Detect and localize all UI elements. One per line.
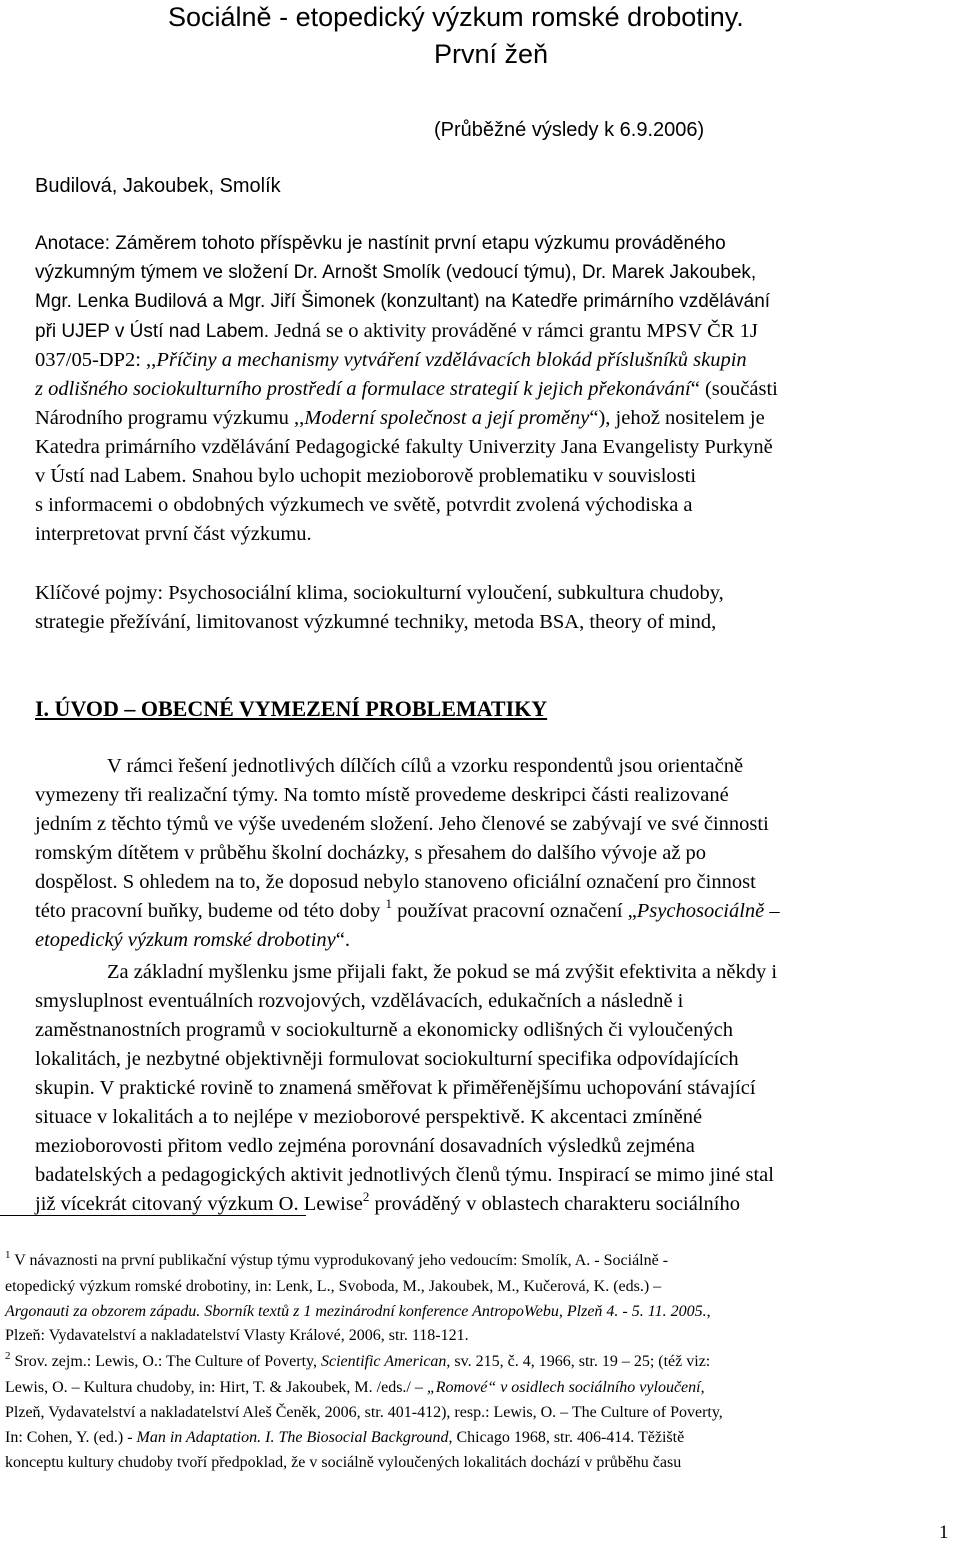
document-title-line1: Sociálně - etopedický výzkum romské drobotiny.	[168, 2, 744, 32]
footnote-line	[5, 1350, 711, 1370]
text-run: dospělost.	[35, 871, 118, 893]
text-line: Klíčové pojmy: Psychosociální klima, sociokulturní vyloučení, subkultura chudoby,	[35, 582, 724, 604]
page-number: 1	[939, 1522, 949, 1543]
footnote-line	[5, 1380, 705, 1396]
text-run: ,	[706, 1303, 711, 1320]
footnote-ref-2[interactable]: 2	[362, 1189, 370, 1204]
text-run: již vícekrát citovaný výzkum O. Lewise	[35, 1193, 363, 1215]
text-line: V rámci řešení jednotlivých dílčích cílů a vzorku respondentů jsou orientačně	[107, 755, 744, 777]
text-run: “ (součásti	[690, 378, 778, 400]
text-line: smysluplnost eventuálních rozvojových, vzdělávacích, edukačních a následně i	[35, 990, 684, 1012]
text-run: “), jehož nositelem je	[589, 407, 765, 429]
text-run: Inspirací se mimo jiné stal	[557, 1164, 774, 1186]
text-line	[35, 379, 778, 400]
footnote-ref-1[interactable]: 1	[385, 896, 393, 911]
text-run: Jedná se o aktivity prováděné v rámci grantu MPSV ČR 1J	[274, 320, 758, 342]
text-run: Lewis, O. – Kultura chudoby, in: Hirt, T. & Jakoubek, M. /eds./ –	[5, 1379, 423, 1396]
program-title-italic: Moderní společnost a její proměny	[304, 407, 590, 429]
text-line	[35, 814, 769, 835]
text-run-italic: Argonauti za obzorem západu. Sborník textů z 1 mezinárodní konference AntropoWebu, Plzeň 4. - 5. 11. 2005.	[5, 1303, 707, 1320]
text-run: V návaznosti na první publikační výstup týmu vyprodukovaný jeho vedoucím: Smolík, A. - Sociálně -	[14, 1252, 669, 1269]
text-run: skupin.	[35, 1077, 95, 1099]
text-line	[35, 408, 765, 429]
text-run: vymezeny tři realizační týmy.	[35, 784, 279, 806]
text-run: jedním z těchto týmů ve výše uvedeném složení.	[35, 813, 434, 835]
document-authors: Budilová, Jakoubek, Smolík	[35, 175, 281, 197]
text-line: zaměstnanostních programů v sociokulturně a ekonomicky odlišných či vyloučených	[35, 1019, 733, 1041]
document-title-line2: První žeň	[434, 39, 549, 69]
text-run: In: Cohen, Y. (ed.) -	[5, 1429, 133, 1446]
text-line	[35, 1078, 756, 1099]
grant-title-italic: Příčiny a mechanismy vytváření vzdělávacích blokád příslušníků skupin	[156, 349, 747, 371]
text-line	[35, 872, 756, 893]
text-line: s informacemi o obdobných výzkumech ve světě, potvrdit zvolená východiska a	[35, 494, 693, 516]
text-line	[35, 1189, 740, 1215]
text-line: lokalitách, je nezbytné objektivněji formulovat sociokulturní specifika odpovídajících	[35, 1048, 739, 1070]
footnote-line	[5, 1430, 684, 1446]
section-heading: I. ÚVOD – OBECNÉ VYMEZENÍ PROBLEMATIKY	[35, 696, 548, 721]
text-run: S ohledem na to, že doposud nebylo stanoveno oficiální označení pro činnost	[122, 871, 756, 893]
text-line: strategie přežívání, limitovanost výzkumné techniky, metoda BSA, theory of mind,	[35, 611, 717, 633]
footnote-line: konceptu kultury chudoby tvoří předpoklad, že v sociálně vyloučených lokalitách dochází v průběhu času	[5, 1454, 682, 1471]
text-run: badatelských a pedagogických aktivit jednotlivých členů týmu.	[35, 1164, 553, 1186]
text-line: Za základní myšlenku jsme přijali fakt, že pokud se má zvýšit efektivita a někdy i	[107, 961, 778, 983]
text-line: výzkumným týmem ve složení Dr. Arnošt Smolík (vedoucí týmu), Dr. Marek Jakoubek,	[35, 262, 757, 283]
text-run: Srov. zejm.: Lewis, O.: The Culture of Poverty,	[14, 1353, 317, 1370]
text-run: 037/05-DP2: ,,	[35, 349, 157, 371]
text-line	[35, 1165, 774, 1186]
footnote-line: Plzeň, Vydavatelství a nakladatelství Aleš Čeněk, 2006, str. 401-412), resp.: Lewis, O. – The Culture of Poverty,	[5, 1404, 723, 1421]
text-line	[35, 350, 747, 371]
text-line: Mgr. Lenka Budilová a Mgr. Jiří Šimonek (konzultant) na Katedře primárního vzdělávání	[35, 291, 771, 312]
text-run-italic: Man in Adaptation. I. The Biosocial Background	[136, 1429, 449, 1446]
footnote-separator	[0, 1215, 306, 1216]
text-run: Národního programu výzkumu ,,	[35, 407, 305, 429]
project-name-italic: Psychosociálně –	[636, 900, 780, 922]
text-line	[35, 785, 729, 806]
text-run: ,	[700, 1379, 705, 1396]
text-line: mezioborovosti přitom vedlo zejména porovnání dosavadních výsledků zejména	[35, 1135, 695, 1157]
text-line	[35, 466, 696, 487]
text-run: Jeho členové se zabývají ve své činnosti	[438, 813, 769, 835]
text-run: této pracovní buňky, budeme od této doby	[35, 900, 381, 922]
text-run: v Ústí nad Labem.	[35, 465, 187, 487]
footnote-number: 2	[5, 1350, 11, 1362]
footnote-line: etopedický výzkum romské drobotiny, in: Lenk, L., Svoboda, M., Jakoubek, M., Kučerová, K. (eds.) –	[5, 1278, 662, 1295]
text-line: romským dítětem v průběhu školní docházky, s přesahem do dalšího vývoje až po	[35, 842, 707, 864]
project-name-italic: etopedický výzkum romské drobotiny	[35, 929, 336, 951]
text-line: Katedra primárního vzdělávání Pedagogické fakulty Univerzity Jana Evangelisty Purkyně	[35, 436, 773, 458]
text-run: při UJEP v Ústí nad Labem.	[35, 321, 270, 342]
text-line	[35, 930, 350, 951]
text-run-italic: „Romové“ v osidlech sociálního vyloučení	[426, 1379, 701, 1396]
text-run: , sv. 215, č. 4, 1966, str. 19 – 25; (též viz:	[446, 1353, 711, 1370]
text-line	[35, 1107, 702, 1128]
text-run: K akcentaci zmíněné	[530, 1106, 703, 1128]
footnote-line	[5, 1249, 669, 1269]
text-run-italic: Scientific American	[320, 1353, 447, 1370]
text-line	[35, 321, 758, 342]
text-run: prováděný v oblastech charakteru sociálního	[374, 1193, 740, 1215]
footnote-number: 1	[5, 1249, 11, 1261]
grant-title-italic: z odlišného sociokulturního prostředí a formulace strategií k jejich překonávání	[35, 378, 691, 400]
text-run: V praktické rovině to znamená směřovat k přiměřenějšímu uchopování stávající	[99, 1077, 756, 1099]
text-run: Snahou bylo uchopit mezioborově problematiku v souvislosti	[191, 465, 697, 487]
text-run: Na tomto místě provedeme deskripci části realizované	[283, 784, 729, 806]
footnote-line: Plzeň: Vydavatelství a nakladatelství Vlasty Králové, 2006, str. 118-121.	[5, 1327, 469, 1344]
text-run: situace v lokalitách a to nejlépe v mezioborové perspektivě.	[35, 1106, 526, 1128]
footnote-line	[5, 1304, 711, 1320]
text-run: “.	[335, 929, 350, 951]
text-line	[35, 896, 780, 922]
text-line: interpretovat první část výzkumu.	[35, 523, 312, 545]
document-subtitle: (Průběžné výsledy k 6.9.2006)	[434, 119, 705, 141]
text-run: , Chicago 1968, str. 406-414. Těžiště	[448, 1429, 685, 1446]
text-run: používat pracovní označení „	[397, 900, 637, 922]
text-line: Anotace: Záměrem tohoto příspěvku je nastínit první etapu výzkumu prováděného	[35, 233, 726, 254]
